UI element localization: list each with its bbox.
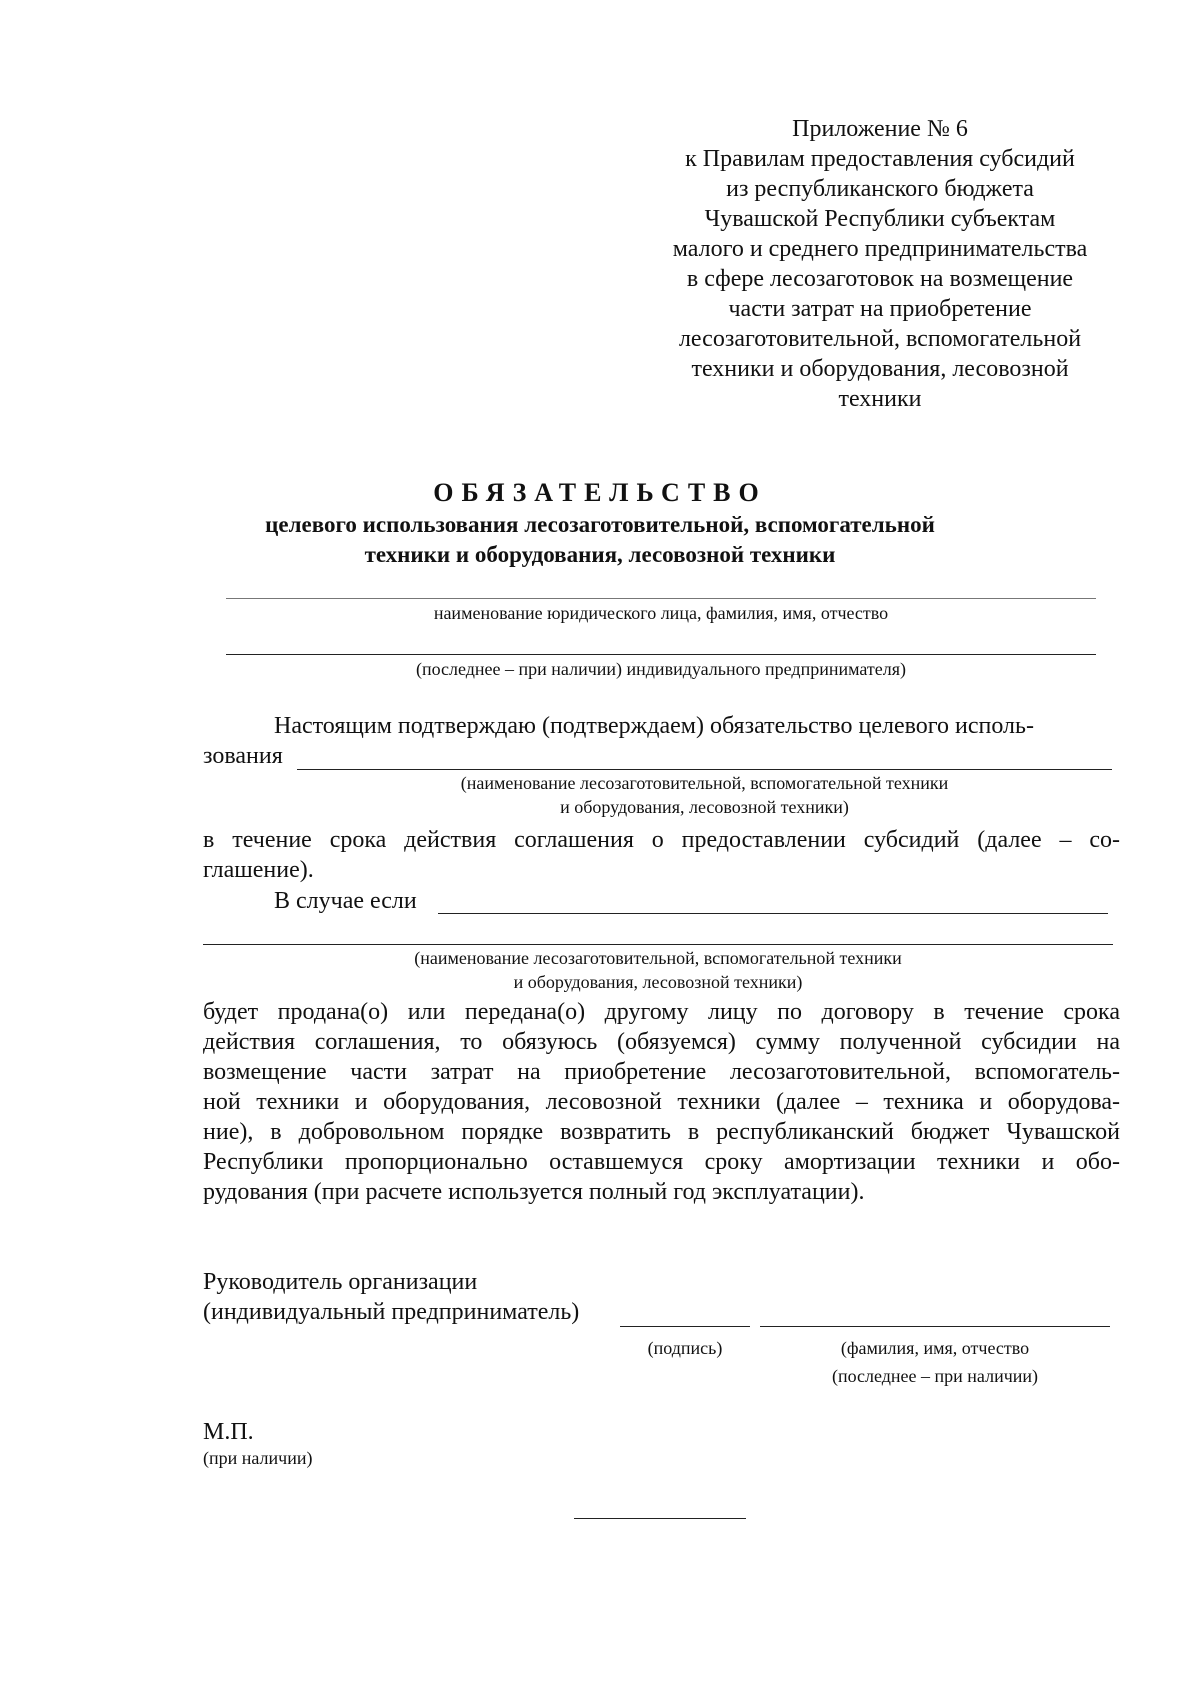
- equipment-caption-line: (наименование лесозаготовительной, вспомогательной техники: [414, 948, 902, 968]
- entity-caption-line: (последнее – при наличии) индивидуального предпринимателя): [415, 659, 907, 679]
- equipment-name-line[interactable]: [438, 913, 1108, 914]
- stamp-note: (при наличии): [203, 1448, 313, 1468]
- appendix-line: Чувашской Республики субъектам: [704, 206, 1056, 232]
- equipment-caption-line: и оборудования, лесовозной техники): [513, 972, 803, 992]
- full-name-caption: (фамилия, имя, отчество: [840, 1338, 1030, 1358]
- obligation-line: рудования (при расчете используется полный год эксплуатации).: [203, 1179, 865, 1205]
- confirm-text: Настоящим подтверждаю (подтверждаем) обязательство целевого исполь-: [274, 713, 1034, 739]
- equipment-caption-line: и оборудования, лесовозной техники): [560, 797, 849, 817]
- obligation-line: действия соглашения, то обязуюсь (обязуемся) сумму полученной субсидии на: [203, 1029, 1120, 1055]
- entity-caption-line: наименование юридического лица, фамилия, имя, отчество: [433, 603, 889, 623]
- appendix-line: техники: [838, 386, 922, 412]
- appendix-line: в сфере лесозаготовок на возмещение: [686, 266, 1074, 292]
- appendix-line: из республиканского бюджета: [726, 176, 1034, 202]
- appendix-line: части затрат на приобретение: [728, 296, 1032, 322]
- confirm-text-start: зования: [203, 743, 283, 769]
- equipment-name-line[interactable]: [297, 769, 1112, 770]
- full-name-line[interactable]: [760, 1326, 1110, 1327]
- appendix-header: [645, 114, 1115, 414]
- obligation-line: возмещение части затрат на приобретение лесозаготовительной, вспомогатель-: [203, 1059, 1120, 1085]
- obligation-line: ной техники и оборудования, лесовозной техники (далее – техника и оборудова-: [203, 1089, 1120, 1115]
- appendix-line: техники и оборудования, лесовозной: [691, 356, 1069, 382]
- obligation-line: ние), в добровольном порядке возвратить в республиканский бюджет Чувашской: [203, 1119, 1120, 1145]
- entity-name-line[interactable]: [226, 598, 1096, 599]
- appendix-line: малого и среднего предпринимательства: [672, 236, 1088, 262]
- stamp-label: М.П.: [203, 1419, 254, 1445]
- appendix-line: к Правилам предоставления субсидий: [685, 146, 1075, 172]
- case-text: В случае если: [274, 888, 417, 914]
- equipment-name-line[interactable]: [203, 944, 1113, 945]
- document-title-block: [0, 476, 1200, 570]
- term-line: глашение).: [203, 857, 314, 883]
- obligation-paragraph: [203, 997, 1120, 1207]
- signature-head: Руководитель организации: [203, 1269, 478, 1295]
- signature-head: (индивидуальный предприниматель): [203, 1299, 580, 1325]
- document-subtitle-line: техники и оборудования, лесовозной техники: [364, 542, 836, 567]
- term-line: в течение срока действия соглашения о предоставлении субсидий (далее – со-: [203, 827, 1120, 853]
- appendix-line: Приложение № 6: [792, 116, 968, 142]
- obligation-line: Республики пропорционально оставшемуся сроку амортизации техники и обо-: [203, 1149, 1120, 1175]
- equipment-caption-line: (наименование лесозаготовительной, вспомогательной техники: [460, 773, 949, 793]
- appendix-line: лесозаготовительной, вспомогательной: [678, 326, 1082, 352]
- document-title: ОБЯЗАТЕЛЬСТВО: [433, 478, 767, 507]
- entity-name-line[interactable]: [226, 654, 1096, 655]
- full-name-caption: (последнее – при наличии): [831, 1366, 1039, 1386]
- signature-caption: (подпись): [647, 1338, 723, 1358]
- closing-divider: [574, 1518, 746, 1519]
- term-paragraph: [203, 825, 1120, 885]
- signature-line[interactable]: [620, 1326, 750, 1327]
- obligation-line: будет продана(о) или передана(о) другому лицу по договору в течение срока: [203, 999, 1120, 1025]
- document-subtitle-line: целевого использования лесозаготовительной, вспомогательной: [265, 512, 935, 537]
